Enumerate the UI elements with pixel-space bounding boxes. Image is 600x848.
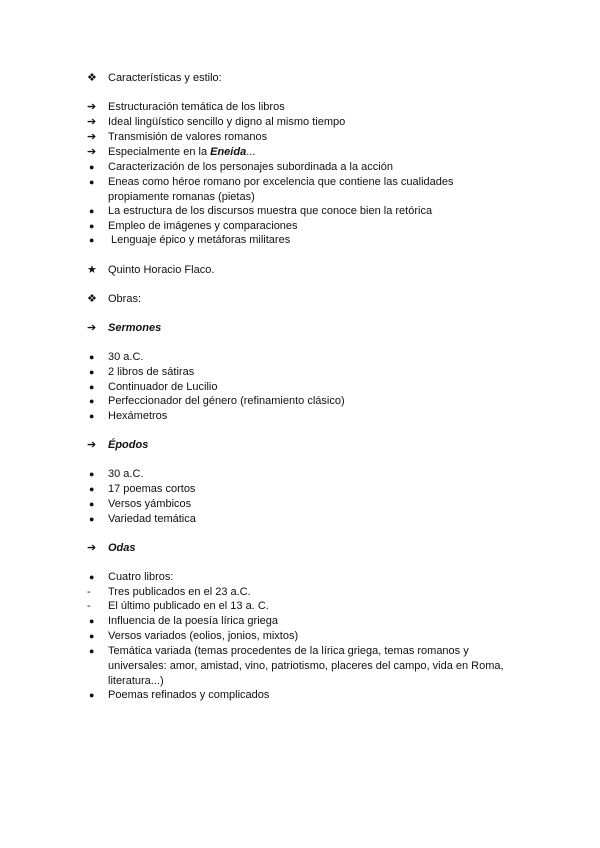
list-item (0, 644, 600, 689)
eneida-title: Eneida (210, 146, 247, 158)
diamond-icon: ❖ (87, 293, 97, 305)
list-item-text: Variedad temática (108, 513, 196, 525)
obras-heading (0, 292, 600, 307)
list-item (0, 497, 600, 512)
list-item (0, 100, 600, 115)
dash-icon: - (87, 600, 91, 612)
list-item-text: Tres publicados en el 23 a.C. (108, 586, 251, 598)
list-item (0, 204, 600, 219)
bullet-icon: ● (89, 162, 95, 172)
arrow-icon: ➔ (87, 542, 97, 554)
list-item-text: El último publicado en el 13 a. C. (108, 600, 269, 612)
list-item-text: Empleo de imágenes y comparaciones (108, 220, 298, 232)
list-item (0, 365, 600, 380)
list-item (0, 614, 600, 629)
bullet-icon: ● (89, 206, 95, 216)
list-item-text: Continuador de Lucilio (108, 381, 218, 393)
list-item-text: Temática variada (temas procedentes de la lírica griega, temas romanos y universales: amor, amistad, vino, patriotismo, placeres del campo, vida en Roma, literatura...) (108, 645, 504, 687)
list-item-text: Ideal lingüístico sencillo y digno al mismo tiempo (108, 116, 346, 128)
author-name: Quinto Horacio Flaco. (108, 264, 215, 276)
arrow-icon: ➔ (87, 322, 97, 334)
list-item (0, 145, 600, 160)
bullet-icon: ● (89, 646, 95, 656)
list-item (0, 482, 600, 497)
list-item (0, 130, 600, 145)
list-item (0, 175, 600, 205)
star-icon: ★ (87, 264, 97, 276)
list-item (0, 599, 600, 614)
list-item (0, 380, 600, 395)
list-item-text (108, 145, 540, 160)
author-heading (0, 263, 600, 278)
bullet-icon: ● (89, 382, 95, 392)
bullet-icon: ● (89, 514, 95, 524)
bullet-icon: ● (89, 177, 95, 187)
dash-icon: - (87, 586, 91, 598)
arrow-icon: ➔ (87, 116, 97, 128)
list-item (0, 629, 600, 644)
obras-title: Obras: (108, 293, 142, 305)
list-item-text: La estructura de los discursos muestra que conoce bien la retórica (108, 205, 433, 217)
bullet-icon: ● (89, 499, 95, 509)
eneida-suffix: ... (246, 146, 256, 158)
epodos-title: Épodos (108, 439, 149, 451)
arrow-icon: ➔ (87, 131, 97, 143)
odas-heading (0, 541, 600, 556)
list-item-text: 2 libros de sátiras (108, 366, 195, 378)
list-item-text: 30 a.C. (108, 351, 144, 363)
list-item-text: 17 poemas cortos (108, 483, 196, 495)
bullet-icon: ● (89, 631, 95, 641)
list-item (0, 570, 600, 585)
list-item-text: Poemas refinados y complicados (108, 689, 270, 701)
eneida-prefix: Especialmente en la (108, 146, 211, 158)
bullet-icon: ● (89, 616, 95, 626)
list-item (0, 233, 600, 248)
arrow-icon: ➔ (87, 101, 97, 113)
list-item (0, 409, 600, 424)
bullet-icon: ● (89, 367, 95, 377)
list-item (0, 688, 600, 703)
list-item (0, 115, 600, 130)
bullet-icon: ● (89, 235, 95, 245)
bullet-icon: ● (89, 411, 95, 421)
list-item-text: Hexámetros (108, 410, 168, 422)
arrow-icon: ➔ (87, 439, 97, 451)
diamond-icon: ❖ (87, 72, 97, 84)
list-item (0, 394, 600, 409)
list-item-text: Versos yámbicos (108, 498, 192, 510)
list-item-text: 30 a.C. (108, 468, 144, 480)
list-item-text: Influencia de la poesía lírica griega (108, 615, 278, 627)
list-item (0, 350, 600, 365)
sermones-title: Sermones (108, 322, 162, 334)
caracteristicas-heading (0, 71, 600, 86)
bullet-icon: ● (89, 572, 95, 582)
list-item-text: Versos variados (eolios, jonios, mixtos) (108, 630, 299, 642)
list-item (0, 467, 600, 482)
arrow-icon: ➔ (87, 146, 97, 158)
bullet-icon: ● (89, 221, 95, 231)
list-item-text: Cuatro libros: (108, 571, 174, 583)
list-item (0, 219, 600, 234)
bullet-icon: ● (89, 352, 95, 362)
sermones-heading (0, 321, 600, 336)
list-item (0, 585, 600, 600)
bullet-icon: ● (89, 690, 95, 700)
list-item (0, 160, 600, 175)
odas-title: Odas (108, 542, 136, 554)
bullet-icon: ● (89, 469, 95, 479)
caracteristicas-title: Características y estilo: (108, 72, 222, 84)
list-item-text: Transmisión de valores romanos (108, 131, 268, 143)
list-item (0, 512, 600, 527)
list-item-text: Caracterización de los personajes subordinada a la acción (108, 161, 393, 173)
list-item-text: Estructuración temática de los libros (108, 101, 285, 113)
list-item-text: Eneas como héroe romano por excelencia que contiene las cualidades propiamente romanas (pietas) (108, 176, 454, 203)
list-item-text: Lenguaje épico y metáforas militares (108, 234, 291, 246)
list-item-text: Perfeccionador del género (refinamiento clásico) (108, 395, 345, 407)
bullet-icon: ● (89, 396, 95, 406)
epodos-heading (0, 438, 600, 453)
bullet-icon: ● (89, 484, 95, 494)
